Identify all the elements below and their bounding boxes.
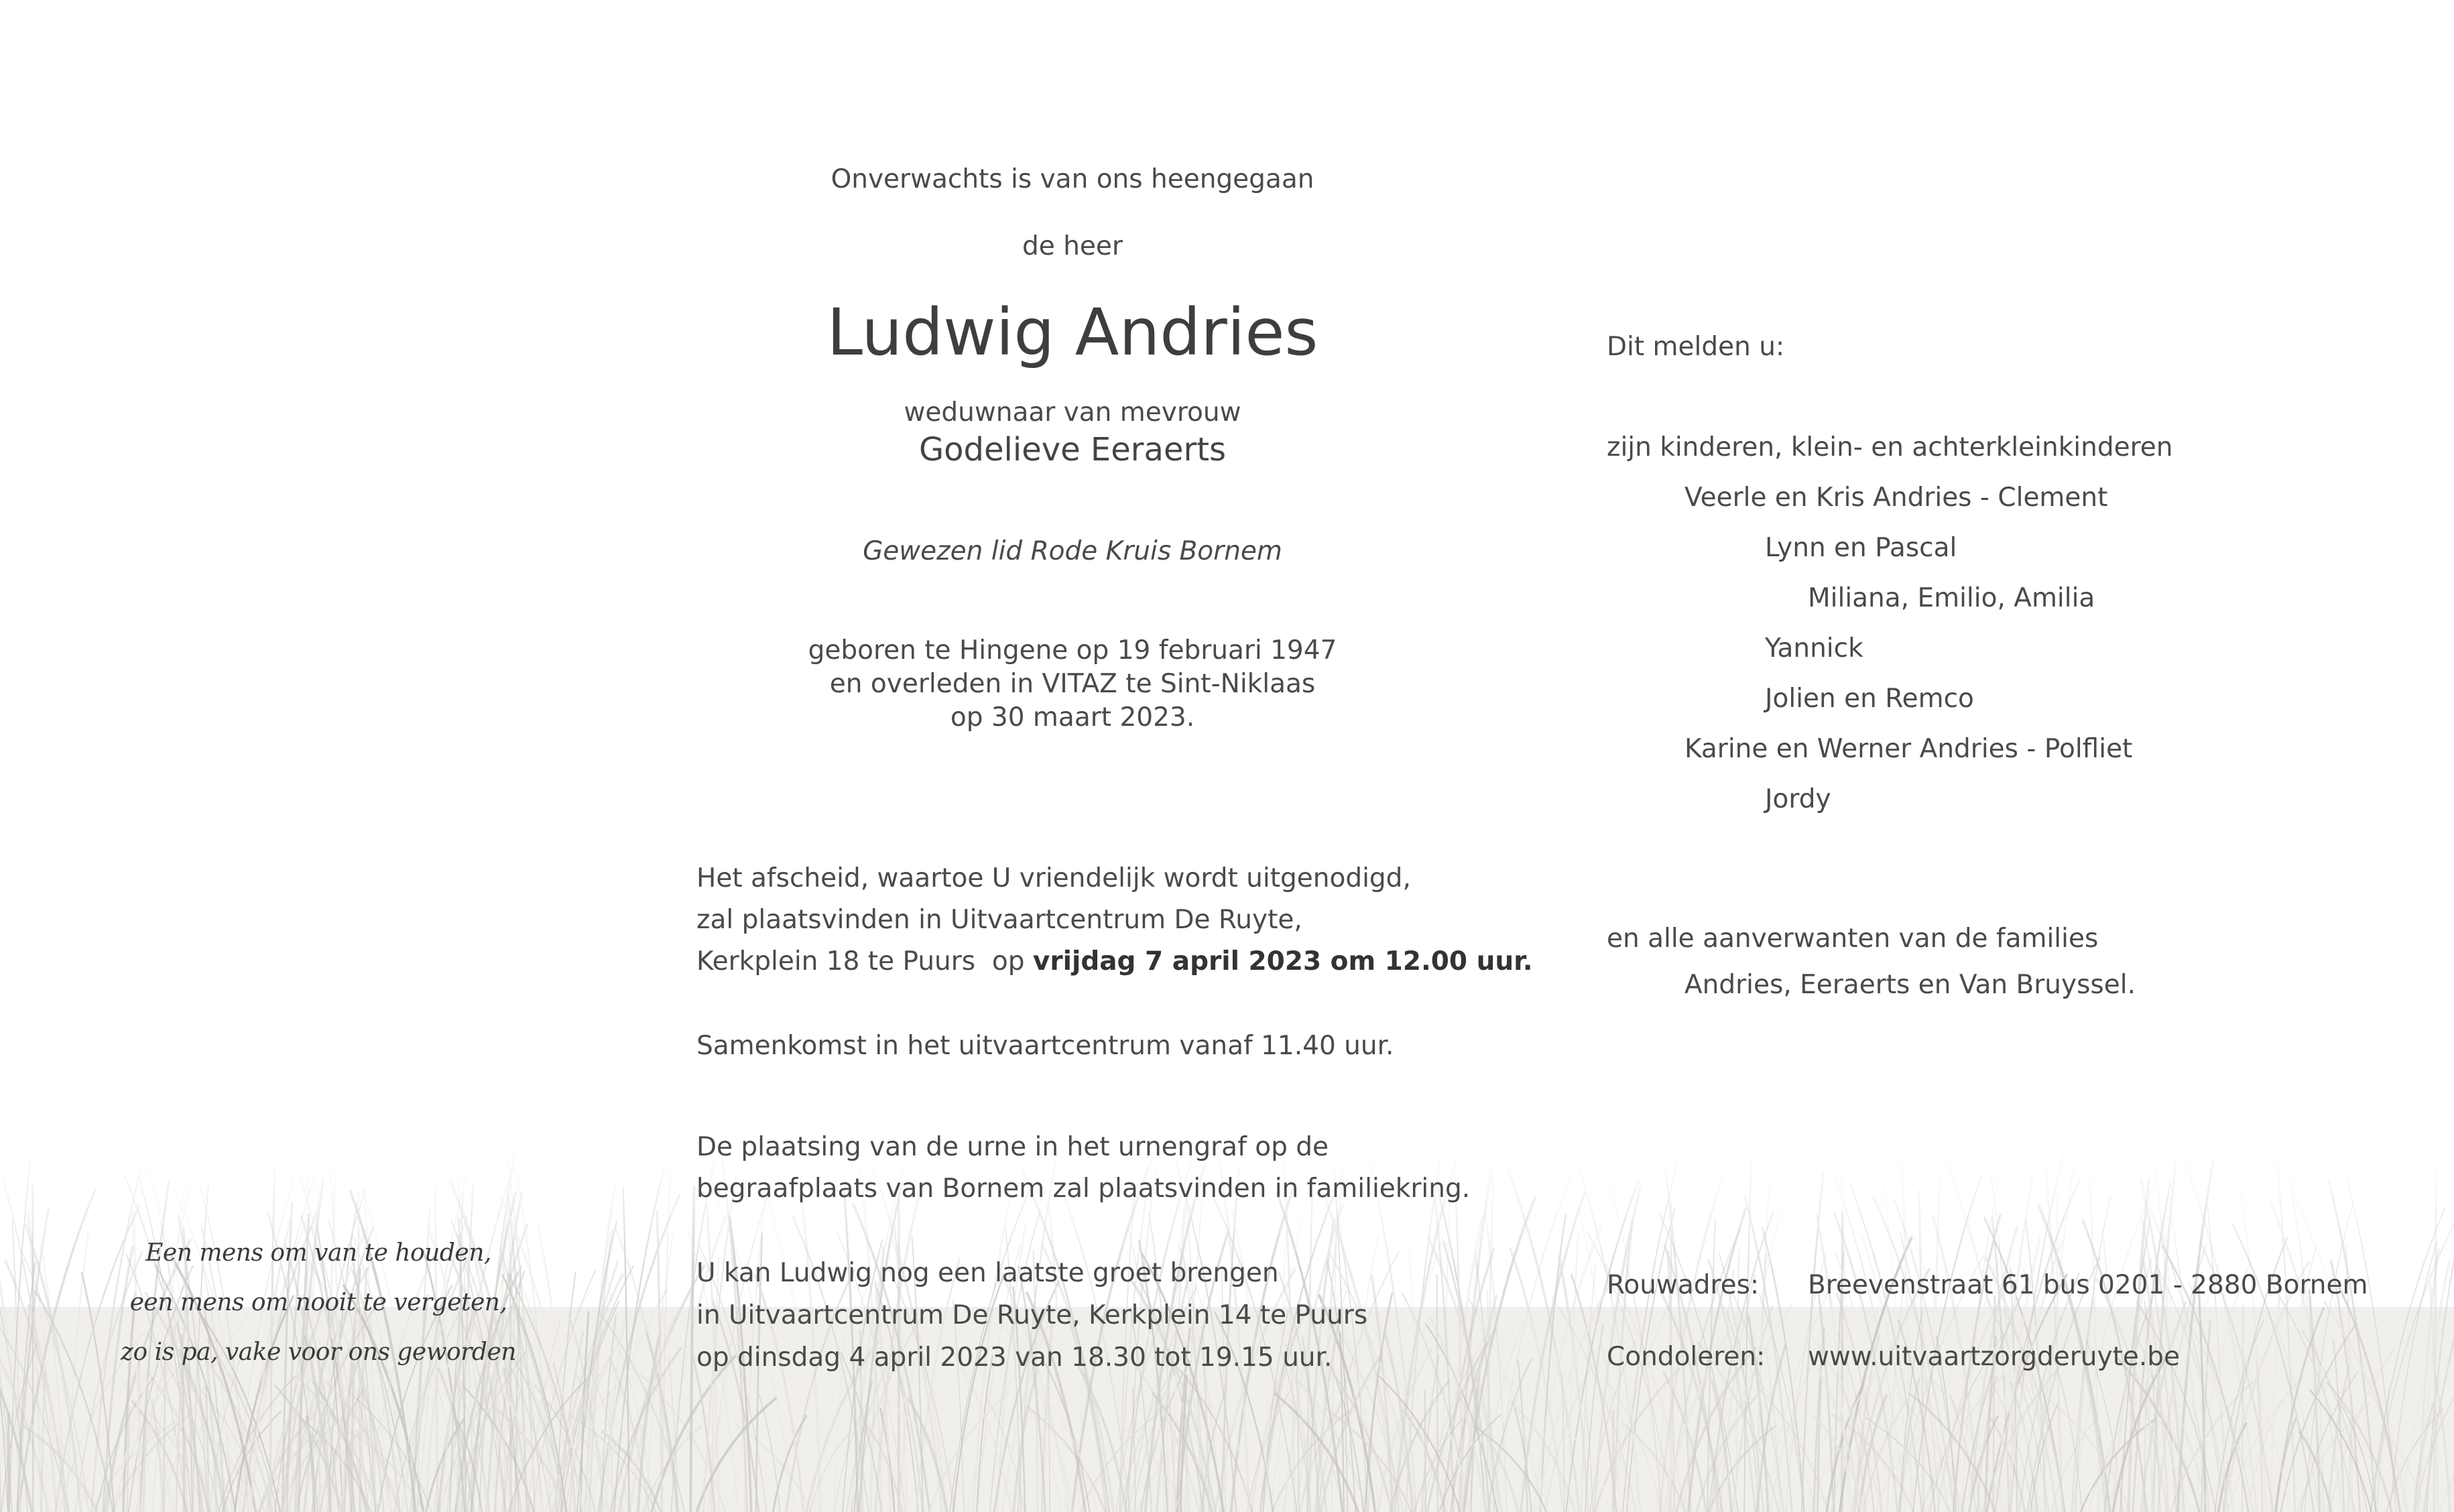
family-member: Yannick [1765, 633, 1863, 664]
poem-line: Een mens om van te houden, [145, 1239, 491, 1267]
family-member: Lynn en Pascal [1765, 533, 1957, 563]
deceased-name: Ludwig Andries [826, 295, 1318, 370]
family-member: Karine en Werner Andries - Polfliet [1684, 734, 2133, 764]
salutation: de heer [1022, 231, 1123, 261]
poem-line: een mens om nooit te vergeten, [129, 1289, 507, 1316]
death-date-text: op 30 maart 2023. [950, 702, 1195, 733]
address-label: Rouwadres: [1607, 1270, 1760, 1300]
gathering-text: Samenkomst in het uitvaartcentrum vanaf 11.40 uur. [696, 1031, 1394, 1061]
ceremony-line: zal plaatsvinden in Uitvaartcentrum De Ruyte, [696, 905, 1302, 935]
family-intro: Dit melden u: [1607, 332, 1785, 362]
condolence-link[interactable]: www.uitvaartzorgderuyte.be [1808, 1342, 2181, 1372]
visit-line: in Uitvaartcentrum De Ruyte, Kerkplein 14 te Puurs [696, 1300, 1368, 1330]
family-member: Veerle en Kris Andries - Clement [1684, 483, 2108, 513]
address-value: Breevenstraat 61 bus 0201 - 2880 Bornem [1808, 1270, 2368, 1300]
intro-text: Onverwachts is van ons heengegaan [831, 164, 1314, 194]
relatives-line: Andries, Eeraerts en Van Bruyssel. [1684, 970, 2136, 1000]
widower-text: weduwnaar van mevrouw [904, 397, 1241, 428]
ceremony-datetime: vrijdag 7 april 2023 om 12.00 uur. [1032, 946, 1533, 976]
children-heading: zijn kinderen, klein- en achterkleinkinderen [1607, 432, 2173, 462]
family-member: Jordy [1765, 784, 1831, 814]
birth-text: geboren te Hingene op 19 februari 1947 [808, 635, 1337, 666]
family-member: Jolien en Remco [1765, 684, 1974, 714]
urn-line: De plaatsing van de urne in het urnengraf op de [696, 1132, 1329, 1162]
spouse-name: Godelieve Eeraerts [918, 431, 1227, 468]
ceremony-date-line [696, 948, 1533, 974]
visit-line: op dinsdag 4 april 2023 van 18.30 tot 19.15 uur. [696, 1342, 1333, 1373]
former-member-text: Gewezen lid Rode Kruis Bornem [863, 536, 1282, 566]
poem-line: zo is pa, vake voor ons geworden [121, 1338, 516, 1366]
death-place-text: en overleden in VITAZ te Sint-Niklaas [829, 669, 1316, 699]
condolence-label: Condoleren: [1607, 1342, 1766, 1372]
ceremony-line: Het afscheid, waartoe U vriendelijk wordt uitgenodigd, [696, 863, 1411, 893]
family-member: Miliana, Emilio, Amilia [1808, 583, 2095, 613]
urn-line: begraafplaats van Bornem zal plaatsvinden in familiekring. [696, 1174, 1471, 1204]
relatives-line: en alle aanverwanten van de families [1607, 924, 2099, 954]
ceremony-location: Kerkplein 18 te Puurs op [696, 946, 1033, 976]
visit-line: U kan Ludwig nog een laatste groet brengen [696, 1258, 1279, 1288]
